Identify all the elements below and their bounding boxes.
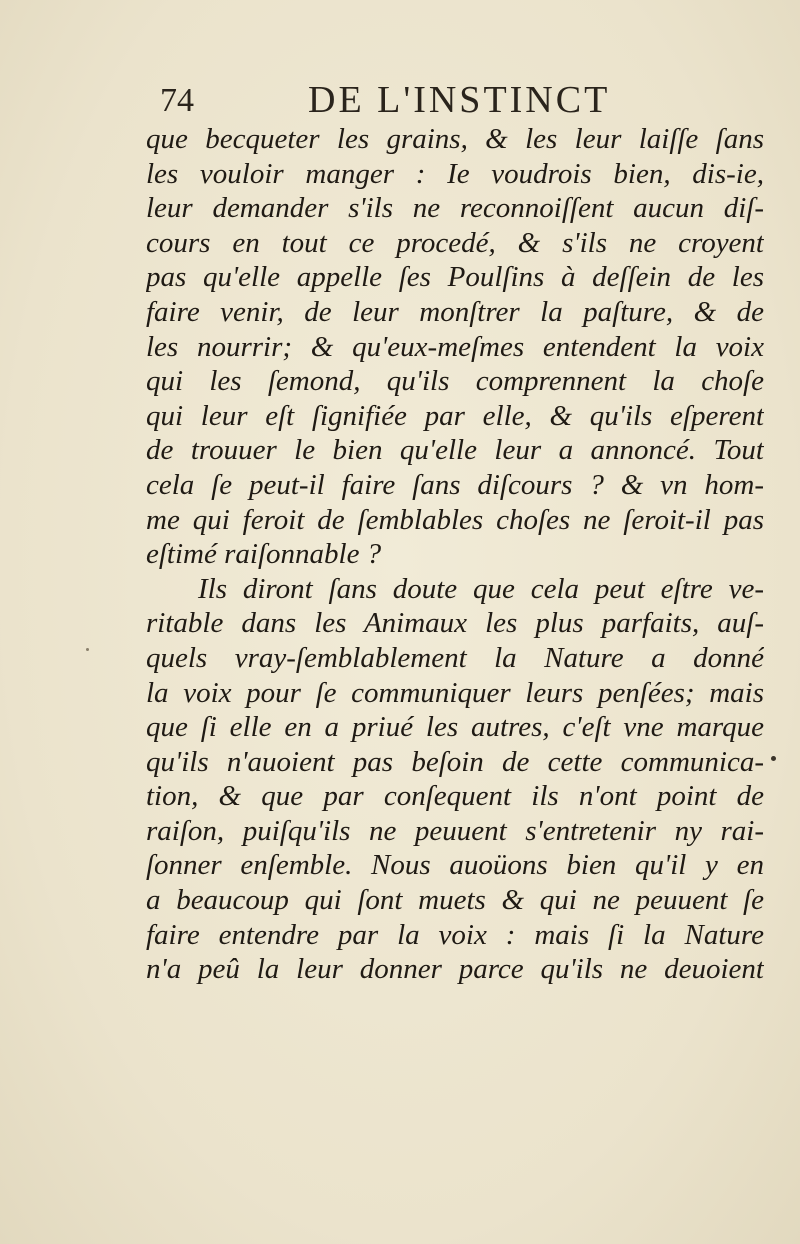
text-line: ritable dans les Animaux les plus parfaits, auſ- [146, 607, 764, 640]
text-line: cela ſe peut-il faire ſans diſcours ? & vn hom- [146, 468, 764, 501]
text-line: de trouuer le bien qu'elle leur a annoncé. Tout [146, 434, 764, 467]
running-title: DE L'INSTINCT [308, 79, 611, 121]
text-line: qui leur eſt ſignifiée par elle, & qu'ils eſperent [146, 399, 764, 432]
text-line: leur demander s'ils ne reconnoiſſent aucun diſ- [146, 192, 764, 225]
text-line: raiſon, puiſqu'ils ne peuuent s'entretenir ny rai- [146, 814, 764, 847]
text-line: que ſi elle en a priué les autres, c'eſt vne marque [146, 711, 764, 744]
text-line: les nourrir; & qu'eux-meſmes entendent la voix [146, 330, 764, 363]
page-header [160, 78, 760, 122]
text-line: pas qu'elle appelle ſes Poulſins à deſſein de les [146, 261, 764, 294]
paragraph-end-line: eſtimé raiſonnable ? [146, 538, 382, 571]
paragraph-start-line: Ils diront ſans doute que cela peut eſtre ve- [198, 572, 764, 605]
page-number: 74 [160, 82, 194, 119]
text-line: quels vray-ſemblablement la Nature a donné [146, 641, 764, 674]
text-line: qu'ils n'auoient pas beſoin de cette communica- [146, 745, 764, 778]
text-line: faire entendre par la voix : mais ſi la Nature [146, 918, 764, 951]
text-line: a beaucoup qui ſont muets & qui ne peuuent ſe [146, 884, 764, 917]
paper-speck [86, 648, 89, 651]
text-line: cours en tout ce procedé, & s'ils ne croyent [146, 226, 764, 259]
text-line: faire venir, de leur monſtrer la paſture, & de [146, 295, 764, 328]
text-line: les vouloir manger : Ie voudrois bien, dis-ie, [146, 157, 764, 190]
text-line: qui les ſemond, qu'ils comprennent la choſe [146, 365, 764, 398]
text-line: me qui feroit de ſemblables choſes ne ſeroit-il pas [146, 503, 764, 536]
body-text [146, 122, 764, 987]
text-line: que becqueter les grains, & les leur laiſſe ſans [146, 123, 764, 155]
paper-speck [771, 756, 776, 761]
text-line: n'a peû la leur donner parce qu'ils ne deuoient [146, 953, 764, 986]
text-line: ſonner enſemble. Nous auoüons bien qu'il y en [146, 849, 764, 882]
text-line: la voix pour ſe communiquer leurs penſées; mais [146, 676, 764, 709]
text-line: tion, & que par conſequent ils n'ont point de [146, 780, 764, 813]
